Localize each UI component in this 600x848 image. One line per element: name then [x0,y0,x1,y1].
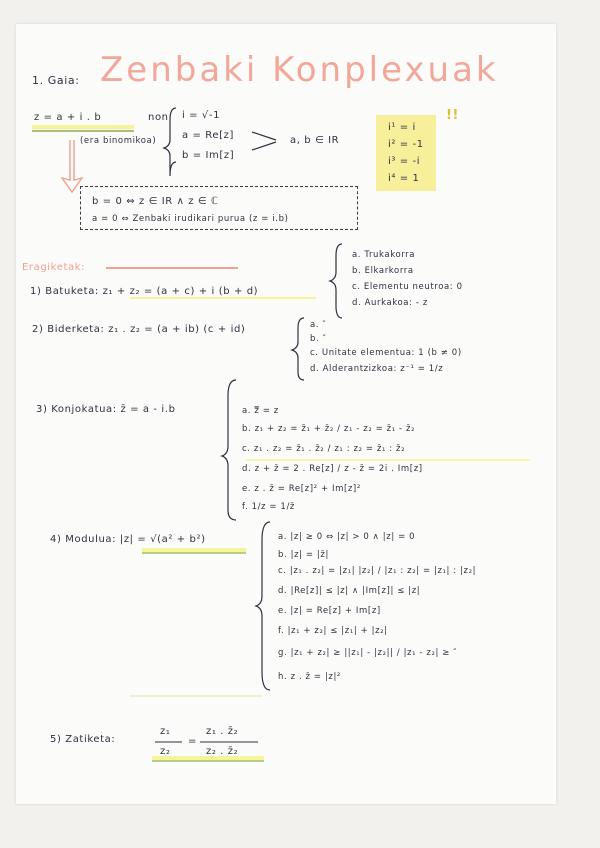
biderketa-prop-c: c. Unitate elementua: 1 (b ≠ 0) [310,348,462,358]
konj-prop-d: d. z + z̄ = 2 . Re[z] / z - z̄ = 2i . Im[z] [242,464,423,474]
power-1: i¹ = i [388,122,416,133]
batuketa-prop-a: a. Trukakorra [352,250,416,260]
zatiketa-lhs-den: z₂ [160,746,171,757]
konj-prop-e: e. z . z̄ = Re[z]² + Im[z]² [242,484,361,494]
page-title: Zenbaki Konplexuak [100,50,499,90]
op-zatiketa: 5) Zatiketa: [50,734,116,745]
zatiketa-rhs-den: z₂ . z̄₂ [206,746,239,757]
mod-prop-g: g. |z₁ + z₂| ≥ ||z₁| - |z₂|| / |z₁ - z₂| ≥ ″ [278,648,458,658]
zatiketa-lhs-num: z₁ [160,726,171,737]
batuketa-prop-c: c. Elementu neutroa: 0 [352,282,463,292]
box-line-1: b = 0 ⇔ z ∈ IR ∧ z ∈ ℂ [92,196,219,207]
op-konjokatua: 3) Konjokatua: z̄ = a - i.b [36,404,176,415]
op-biderketa: 2) Biderketa: z₁ . z₂ = (a + ib) (c + id) [32,324,246,335]
equals-sign: = [188,736,197,747]
def-ab: a, b ∈ IR [290,135,340,146]
section-eragiketak: Eragiketak: [22,262,86,273]
topic-label: 1. Gaia: [32,74,80,87]
def-a: a = Re[z] [182,130,234,141]
zatiketa-rhs-num: z₁ . z̄₂ [206,726,239,737]
op-modulua: 4) Modulua: |z| = √(a² + b²) [50,534,206,545]
binomic-label: (era binomikoa) [80,136,157,146]
box-line-2: a = 0 ⇔ Zenbaki irudikari purua (z = i.b) [92,214,289,224]
konj-prop-a: a. z̿ = z [242,406,279,416]
konj-prop-b: b. z₁ + z₂ = z̄₁ + z̄₂ / z₁ - z₂ = z̄₁ - z̄₂ [242,424,416,434]
mod-prop-e: e. |z| = Re[z] + Im[z] [278,606,381,616]
batuketa-prop-b: b. Elkarkorra [352,266,414,276]
biderketa-prop-b: b. ″ [310,334,327,344]
biderketa-prop-a: a. ″ [310,320,327,330]
konj-prop-c: c. z₁ . z₂ = z̄₁ . z̄₂ / z₁ : z₂ = z̄₁ : z̄₂ [242,444,406,454]
mod-prop-b: b. |z| = |z̄| [278,550,329,560]
mod-prop-c: c. |z₁ . z₂| = |z₁| |z₂| / |z₁ : z₂| = |z₁| : |z₂| [278,566,477,576]
biderketa-prop-d: d. Alderantzizkoa: z⁻¹ = 1/z [310,364,444,374]
power-2: i² = -1 [388,139,424,150]
non-label: non [148,112,169,123]
op-batuketa: 1) Batuketa: z₁ + z₂ = (a + c) + i (b + d) [30,286,259,297]
mod-prop-f: f. |z₁ + z₂| ≤ |z₁| + |z₂| [278,626,388,636]
mod-prop-h: h. z . z̄ = |z|² [278,672,341,682]
def-b: b = Im[z] [182,150,235,161]
power-4: i⁴ = 1 [388,173,420,184]
mod-prop-a: a. |z| ≥ 0 ⇔ |z| > 0 ∧ |z| = 0 [278,532,416,542]
konj-prop-f: f. 1/z = 1/z̄ [242,502,295,512]
main-formula: z = a + i . b [34,112,102,123]
batuketa-prop-d: d. Aurkakoa: - z [352,298,428,308]
exclaim-mark: !! [446,108,460,123]
mod-prop-d: d. |Re[z]| ≤ |z| ∧ |Im[z]| ≤ |z| [278,586,421,596]
power-3: i³ = -i [388,156,421,167]
def-i: i = √-1 [182,110,221,121]
